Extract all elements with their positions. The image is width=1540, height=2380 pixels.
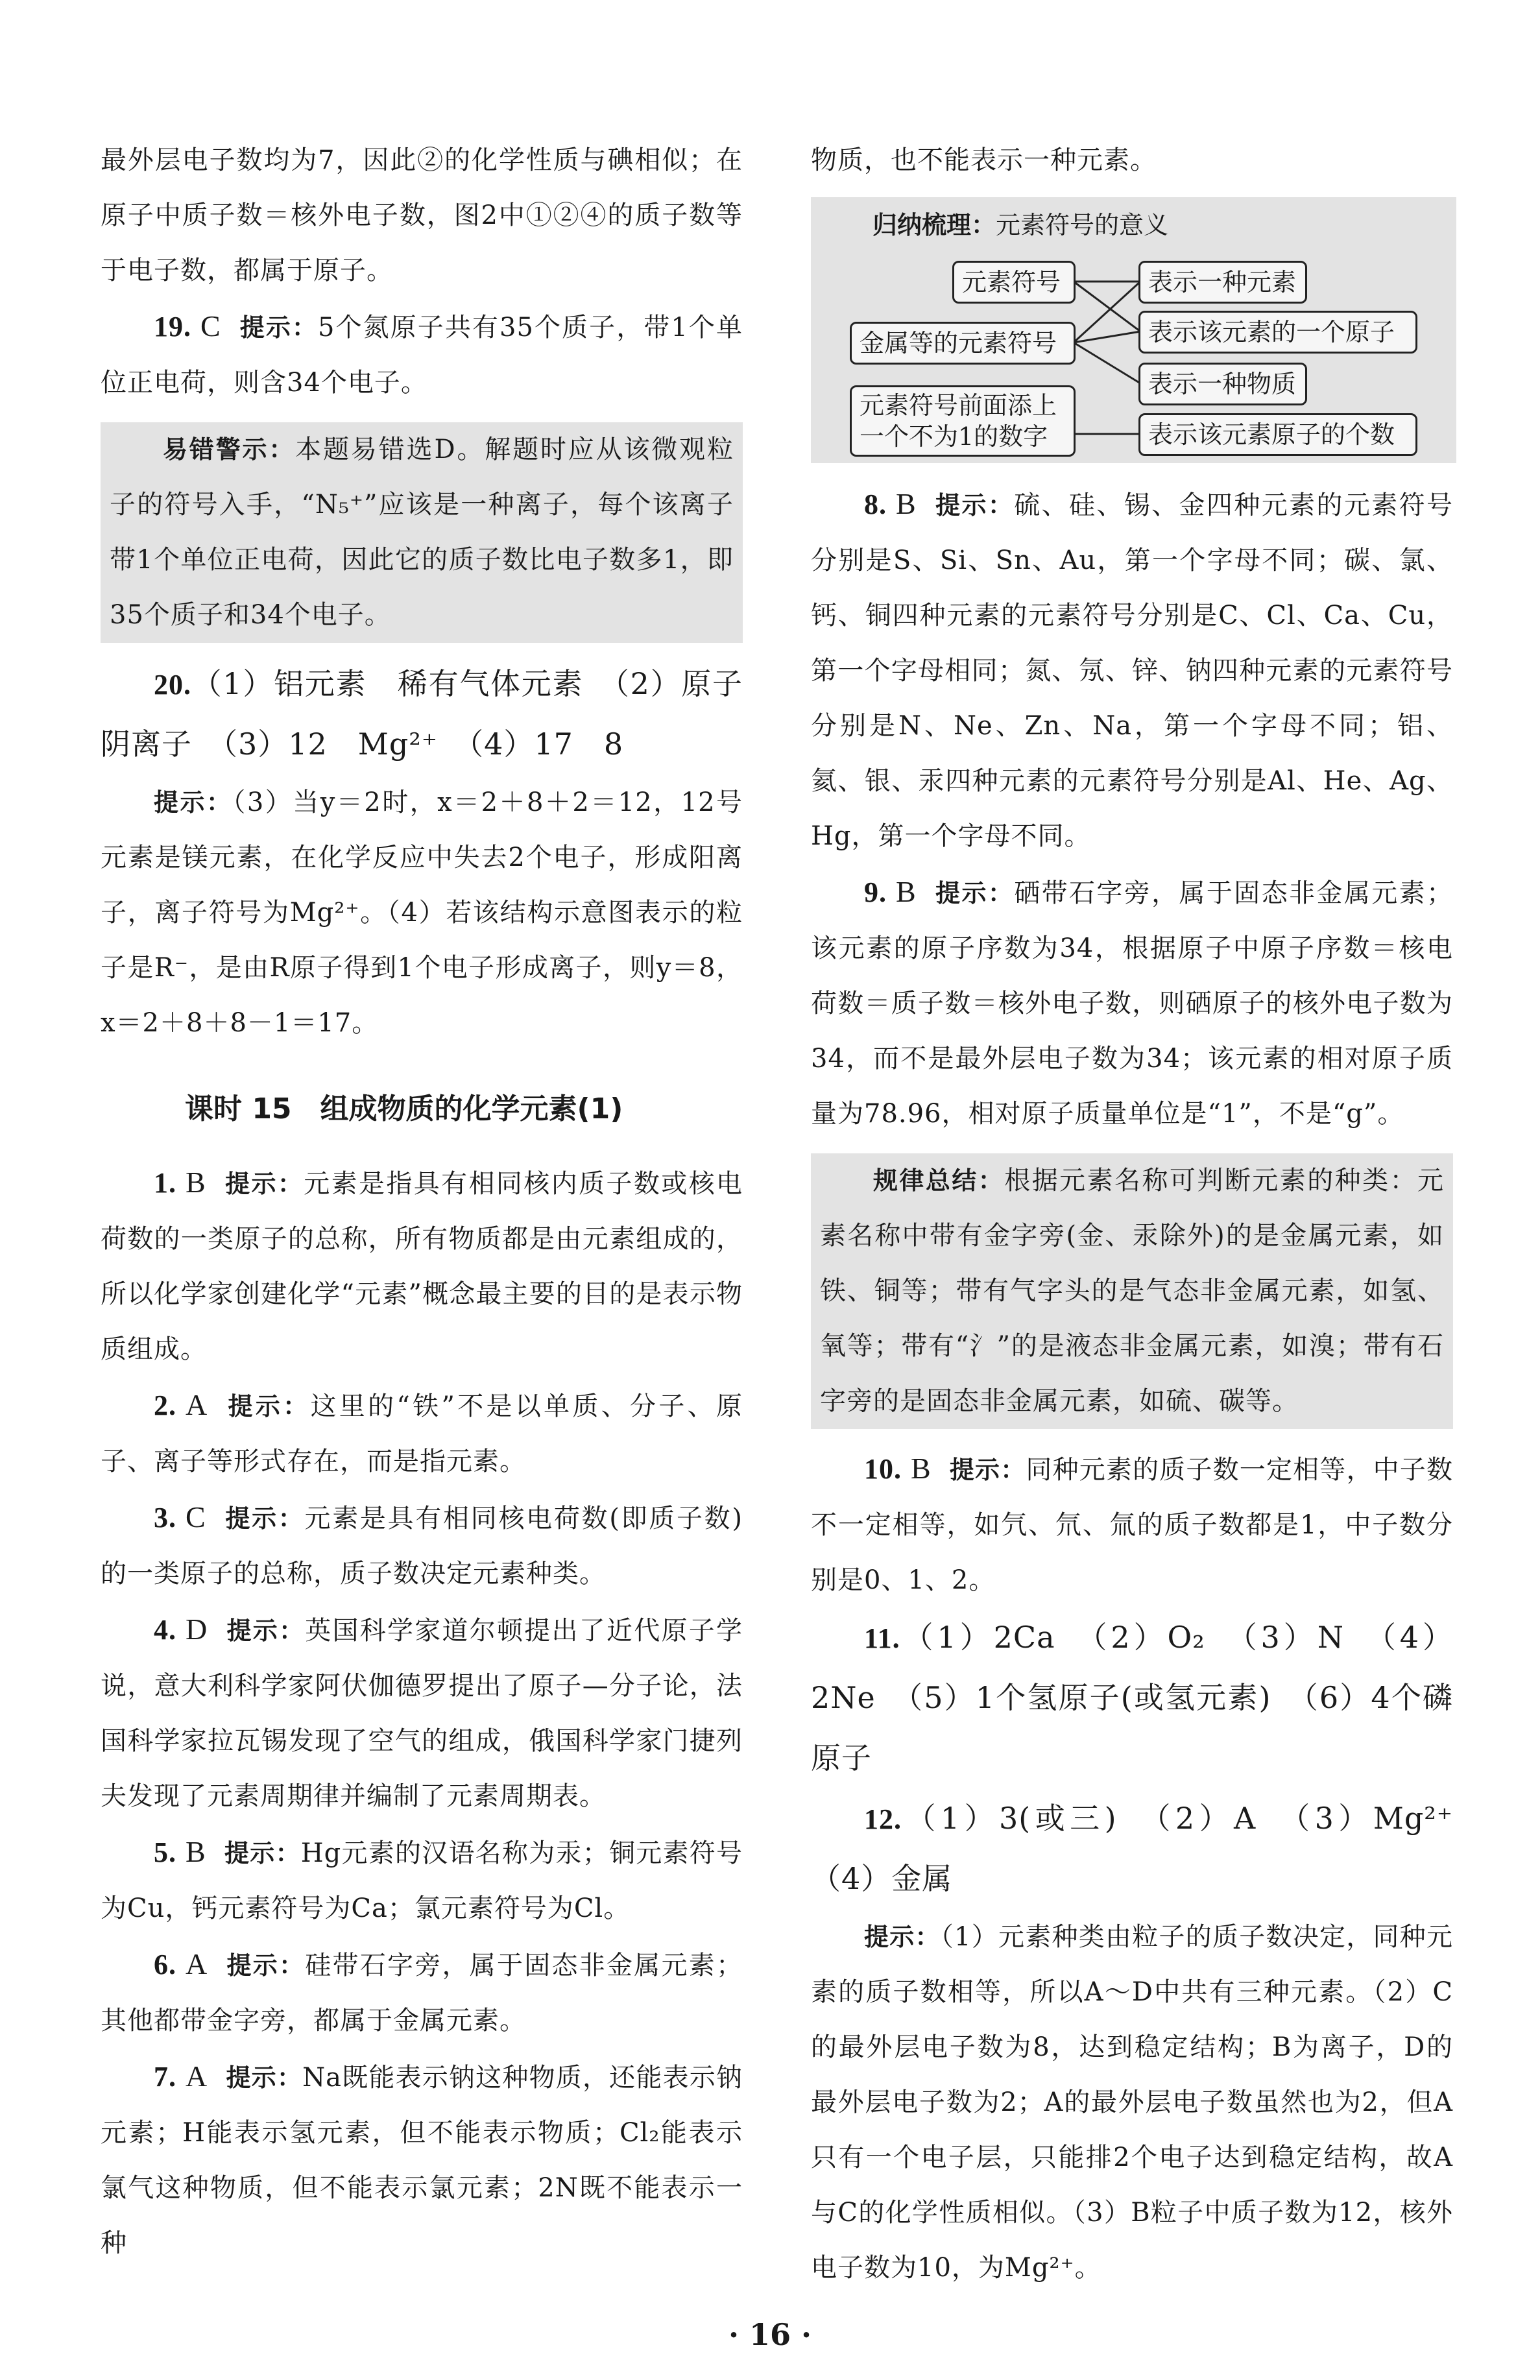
hint-text: 元素是指具有相同核内质子数或核电荷数的一类原子的总称，所有物质都是由元素组成的，所以化学家创建化学“元素”概念最主要的目的是表示物质组成。 bbox=[101, 1169, 743, 1364]
rule-label: 规律总结： bbox=[873, 1166, 1005, 1195]
hint-label: 提示： bbox=[226, 1617, 306, 1645]
q-answer: C bbox=[200, 309, 221, 343]
q-answer: B bbox=[896, 875, 917, 908]
hint-20 bbox=[101, 775, 743, 1051]
q-number: 4. bbox=[154, 1614, 176, 1646]
answer-5 bbox=[101, 1824, 743, 1936]
hint-text: （3）当y＝2时，x＝2＋8＋2＝12，12号元素是镁元素，在化学反应中失去2个电子，形成阳离子，离子符号为Mg²⁺。（4）若该结构示意图表示的粒子是R⁻，是由R原子得到1个电子形成离子，则y＝8，x＝2＋8＋8－1＝17。 bbox=[101, 787, 743, 1038]
answer-19 bbox=[101, 298, 743, 411]
diagram-title-text: 元素符号的意义 bbox=[996, 211, 1169, 239]
q-number: 12. bbox=[864, 1803, 902, 1835]
hint-text: 这里的“铁”不是以单质、分子、原子、离子等形式存在，而是指元素。 bbox=[101, 1391, 743, 1476]
answer-8 bbox=[811, 476, 1453, 864]
answer-4 bbox=[101, 1602, 743, 1824]
answer-7 bbox=[101, 2049, 743, 2271]
q-answer: （1）铝元素 稀有气体元素 （2）原子 阴离子 （3）12 Mg²⁺ （4）17 8 bbox=[101, 666, 773, 762]
answer-6 bbox=[101, 1936, 743, 2049]
hint-label: 提示： bbox=[864, 1923, 941, 1951]
hint-label: 提示： bbox=[224, 1170, 304, 1198]
q-answer: （1）3(或三) （2）A （3）Mg²⁺ （4）金属 bbox=[811, 1801, 1484, 1896]
hint-text: Na既能表示钠这种物质，还能表示钠元素；H能表示氢元素，但不能表示物质；Cl₂能表示氯气这种物质，但不能表示氯元素；2N既不能表示一种 bbox=[101, 2063, 743, 2258]
answer-11 bbox=[811, 1608, 1453, 1789]
box-one-atom: 表示该元素的一个原子 bbox=[1138, 311, 1417, 354]
intro-paragraph: 物质，也不能表示一种元素。 bbox=[811, 145, 1157, 175]
q-answer: B bbox=[911, 1452, 932, 1485]
hint-text: （1）元素种类由粒子的质子数决定，同种元素的质子数相等，所以A～D中共有三种元素。（2）C的最外层电子数为8，达到稳定结构；B为离子，D的最外层电子数为2；A的最外层电子数虽然也为2，但A只有一个电子层，只能排2个电子达到稳定结构，故A与C的化学性质相似。（3）B粒子中质子数为12，核外电子数为10，为Mg²⁺。 bbox=[811, 1922, 1453, 2283]
hint-text: 英国科学家道尔顿提出了近代原子学说，意大利科学家阿伏伽德罗提出了原子—分子论，法国科学家拉瓦锡发现了空气的组成，俄国科学家门捷列夫发现了元素周期律并编制了元素周期表。 bbox=[101, 1616, 743, 1811]
q-number: 10. bbox=[864, 1453, 902, 1485]
box-one-element: 表示一种元素 bbox=[1138, 261, 1307, 304]
intro-paragraph: 最外层电子数均为7，因此②的化学性质与碘相似；在原子中质子数＝核外电子数，图2中①②④的质子数等于电子数，都属于原子。 bbox=[101, 145, 743, 285]
hint-text: Hg元素的汉语名称为汞；铜元素符号为Cu，钙元素符号为Ca；氯元素符号为Cl。 bbox=[101, 1838, 743, 1923]
q-number: 11. bbox=[864, 1622, 900, 1654]
summary-diagram bbox=[811, 197, 1456, 463]
answer-1 bbox=[101, 1155, 743, 1377]
q-answer: A bbox=[186, 1947, 208, 1980]
hint-text: 硒带石字旁，属于固态非金属元素；该元素的原子序数为34，根据原子中原子序数＝核电荷数＝质子数＝核外电子数，则硒原子的核外电子数为34，而不是最外层电子数为34；该元素的相对原子质量为78.96，相对原子质量单位是“1”，不是“g”。 bbox=[811, 878, 1453, 1129]
hint-label: 提示： bbox=[949, 1456, 1026, 1484]
answer-3 bbox=[101, 1489, 743, 1602]
rule-summary-box bbox=[811, 1153, 1453, 1429]
box-element-symbol: 元素符号 bbox=[952, 261, 1076, 304]
q-answer: C bbox=[186, 1500, 206, 1533]
hint-label: 提示： bbox=[934, 491, 1015, 520]
hint-12 bbox=[811, 1910, 1453, 2296]
q-number: 2. bbox=[154, 1389, 176, 1421]
hint-label: 提示： bbox=[154, 788, 233, 817]
hint-label: 提示： bbox=[239, 313, 319, 342]
diagram-title bbox=[872, 209, 1168, 241]
q-number: 7. bbox=[154, 2061, 176, 2093]
box-metal-symbol: 金属等的元素符号 bbox=[850, 322, 1076, 365]
hint-text: 硅带石字旁，属于固态非金属元素；其他都带金字旁，都属于金属元素。 bbox=[101, 1951, 743, 2036]
lesson-title: 课时 15 组成物质的化学元素(1) bbox=[185, 1092, 623, 1125]
q-answer: （1）2Ca （2）O₂ （3）N （4）2Ne （5）1个氢原子(或氢元素) （6）4个磷原子 bbox=[811, 1620, 1453, 1775]
q-number: 6. bbox=[154, 1949, 176, 1980]
hint-label: 提示： bbox=[226, 1951, 306, 1980]
hint-text: 硫、硅、锡、金四种元素的元素符号分别是S、Si、Sn、Au，第一个字母不同；碳、氯、钙、铜四种元素的元素符号分别是C、Cl、Ca、Cu，第一个字母相同；氮、氖、锌、钠四种元素的元素符号分别是N、Ne、Zn、Na，第一个字母不同；铝、氦、银、汞四种元素的元素符号分别是Al、He、Ag、Hg，第一个字母不同。 bbox=[811, 490, 1453, 851]
box-one-substance: 表示一种物质 bbox=[1138, 363, 1307, 405]
answer-12 bbox=[811, 1789, 1484, 1910]
q-number: 8. bbox=[864, 488, 887, 520]
answer-9 bbox=[811, 864, 1453, 1142]
q-number: 9. bbox=[864, 876, 887, 908]
page-number: · 16 · bbox=[728, 2317, 812, 2352]
warning-label: 易错警示： bbox=[163, 435, 296, 464]
box-number-prefix: 元素符号前面添上一个不为1的数字 bbox=[850, 385, 1076, 457]
warning-text: 本题易错选D。解题时应从该微观粒子的符号入手，“N₅⁺”应该是一种离子，每个该离子带1个单位正电荷，因此它的质子数比电子数多1，即35个质子和34个电子。 bbox=[110, 435, 734, 630]
q-number: 1. bbox=[154, 1167, 176, 1199]
hint-label: 提示： bbox=[224, 1504, 305, 1533]
hint-label: 提示： bbox=[226, 1392, 311, 1421]
hint-label: 提示： bbox=[934, 879, 1015, 908]
q-number: 5. bbox=[154, 1836, 176, 1868]
q-answer: B bbox=[186, 1166, 206, 1199]
hint-text: 5个氮原子共有35个质子，带1个单位正电荷，则含34个电子。 bbox=[101, 313, 743, 398]
rule-text: 根据元素名称可判断元素的种类：元素名称中带有金字旁(金、汞除外)的是金属元素，如铁、铜等；带有气字头的是气态非金属元素，如氢、氧等；带有“氵”的是液态非金属元素，如溴；带有石字旁的是固态非金属元素，如硫、碳等。 bbox=[820, 1166, 1444, 1416]
diagram-label: 归纳梳理： bbox=[872, 211, 996, 239]
q-answer: B bbox=[186, 1835, 206, 1868]
warning-box bbox=[101, 422, 743, 643]
q-answer: D bbox=[186, 1613, 208, 1646]
answer-20 bbox=[101, 655, 773, 775]
q-number: 19. bbox=[154, 311, 191, 343]
q-number: 20. bbox=[154, 669, 191, 701]
q-answer: B bbox=[896, 487, 917, 520]
q-answer: A bbox=[186, 2060, 208, 2093]
right-column bbox=[811, 133, 1484, 2296]
box-atom-count: 表示该元素原子的个数 bbox=[1138, 413, 1417, 456]
q-answer: A bbox=[186, 1388, 208, 1421]
left-column bbox=[101, 133, 773, 2296]
hint-label: 提示： bbox=[224, 1839, 301, 1868]
hint-label: 提示： bbox=[226, 2063, 303, 2092]
hint-text: 元素是具有相同核电荷数(即质子数)的一类原子的总称，质子数决定元素种类。 bbox=[101, 1504, 743, 1589]
answer-10 bbox=[811, 1441, 1453, 1608]
answer-2 bbox=[101, 1377, 743, 1489]
q-number: 3. bbox=[154, 1502, 176, 1533]
hint-text: 同种元素的质子数一定相等，中子数不一定相等，如氕、氘、氚的质子数都是1，中子数分别是0、1、2。 bbox=[811, 1455, 1453, 1595]
